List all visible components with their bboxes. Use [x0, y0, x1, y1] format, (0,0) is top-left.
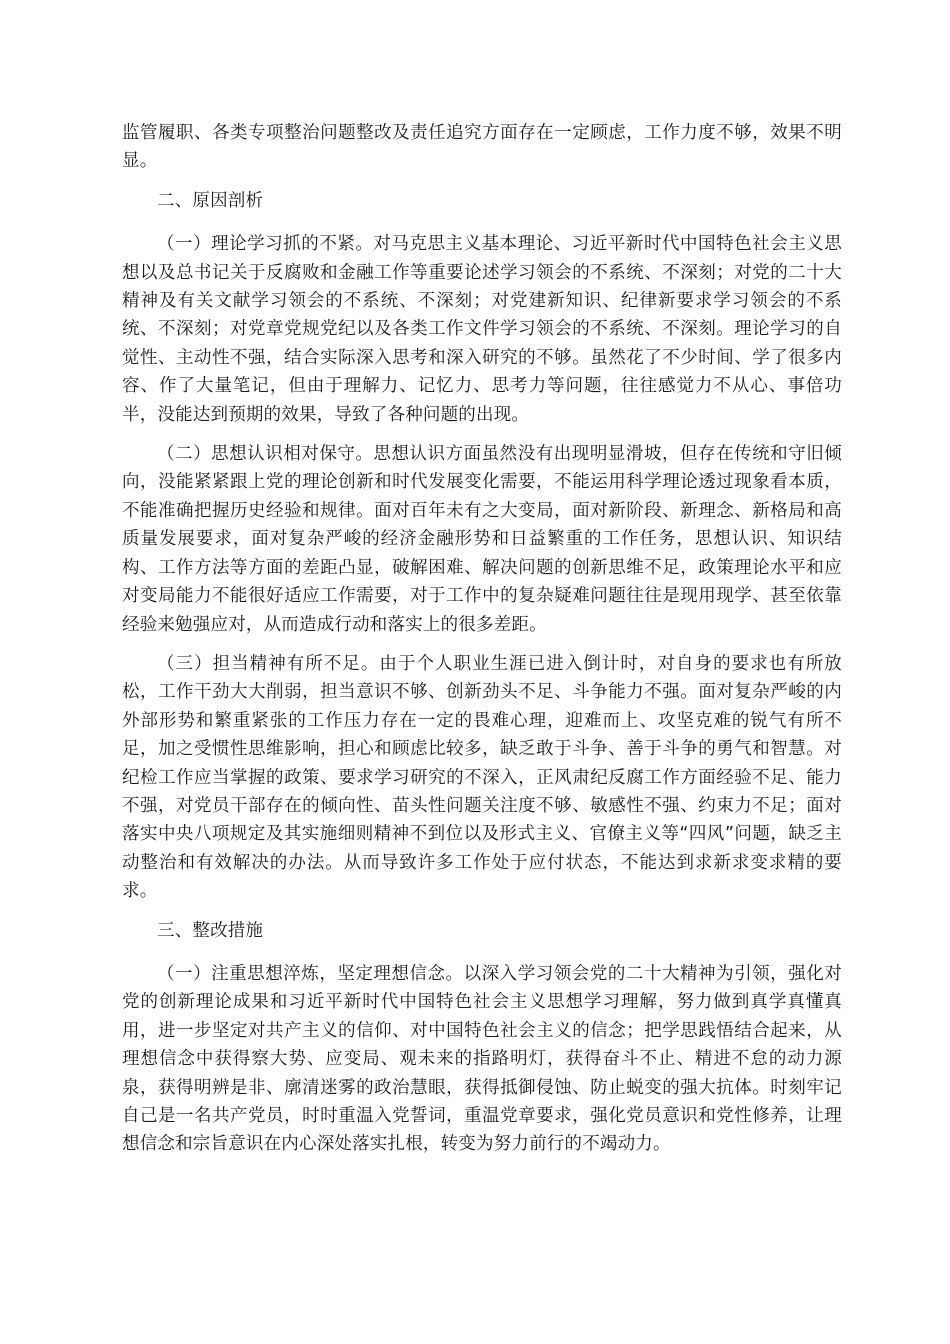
document-page [122, 119, 842, 1170]
body-paragraph-responsibility: （三）担当精神有所不足。由于个人职业生涯已进入倒计时，对自身的要求也有所放松，工作干劲大大削弱，担当意识不够、创新劲头不足、斗争能力不强。面对复杂严峻的内外部形势和繁重紧张的工作压力存在一定的畏难心理，迎难而上、攻坚克难的锐气有所不足，加之受惯性思维影响，担心和顾虑比较多，缺乏敢于斗争、善于斗争的勇气和智慧。对纪检工作应当掌握的政策、要求学习研究的不深入，正风肃纪反腐工作方面经验不足、能力不强，对党员干部存在的倾向性、苗头性问题关注度不够、敏感性不强、约束力不足；面对落实中央八项规定及其实施细则精神不到位以及形式主义、官僚主义等“四风”问题，缺乏主动整治和有效解决的办法。从而导致许多工作处于应付状态，不能达到求新求变求精的要求。 [122, 653, 842, 902]
section-heading-rectification: 三、整改措施 [157, 920, 264, 941]
continuation-paragraph: 监管履职、各类专项整治问题整改及责任追究方面存在一定顾虑，工作力度不够，效果不明显。 [122, 123, 842, 172]
section-heading-cause-analysis: 二、原因剖析 [157, 190, 264, 211]
body-paragraph-thinking: （二）思想认识相对保守。思想认识方面虽然没有出现明显滑坡，但存在传统和守旧倾向，没能紧紧跟上党的理论创新和时代发展变化需要，不能运用科学理论透过现象看本质，不能准确把握历史经验和规律。面对百年未有之大变局，面对新阶段、新理念、新格局和高质量发展要求，面对复杂严峻的经济金融形势和日益繁重的工作任务，思想认识、知识结构、工作方法等方面的差距凸显，破解困难、解决问题的创新思维不足，政策理论水平和应对变局能力不能很好适应工作需要，对于工作中的复杂疑难问题往往是现用现学、甚至依靠经验来勉强应对，从而造成行动和落实上的很多差距。 [122, 444, 842, 635]
body-paragraph-theory-study: （一）理论学习抓的不紧。对马克思主义基本理论、习近平新时代中国特色社会主义思想以及总书记关于反腐败和金融工作等重要论述学习领会的不系统、不深刻；对党的二十大精神及有关文献学习领会的不系统、不深刻；对党建新知识、纪律新要求学习领会的不系统、不深刻；对党章党规党纪以及各类工作文件学习领会的不系统、不深刻。理论学习的自觉性、主动性不强，结合实际深入思考和深入研究的不够。虽然花了不少时间、学了很多内容、作了大量笔记，但由于理解力、记忆力、思考力等问题，往往感觉力不从心、事倍功半，没能达到预期的效果，导致了各种问题的出现。 [122, 234, 842, 425]
body-paragraph-ideals: （一）注重思想淬炼，坚定理想信念。以深入学习领会党的二十大精神为引领，强化对党的创新理论成果和习近平新时代中国特色社会主义思想学习理解，努力做到真学真懂真用，进一步坚定对共产主义的信仰、对中国特色社会主义的信念；把学思践悟结合起来，从理想信念中获得察大势、应变局、观未来的指路明灯，获得奋斗不止、精进不怠的动力源泉，获得明辨是非、廓清迷雾的政治慧眼，获得抵御侵蚀、防止蜕变的强大抗体。时刻牢记自己是一名共产党员，时时重温入党誓词，重温党章要求，强化党员意识和党性修养，让理想信念和宗旨意识在内心深处落实扎根，转变为努力前行的不竭动力。 [122, 963, 842, 1155]
